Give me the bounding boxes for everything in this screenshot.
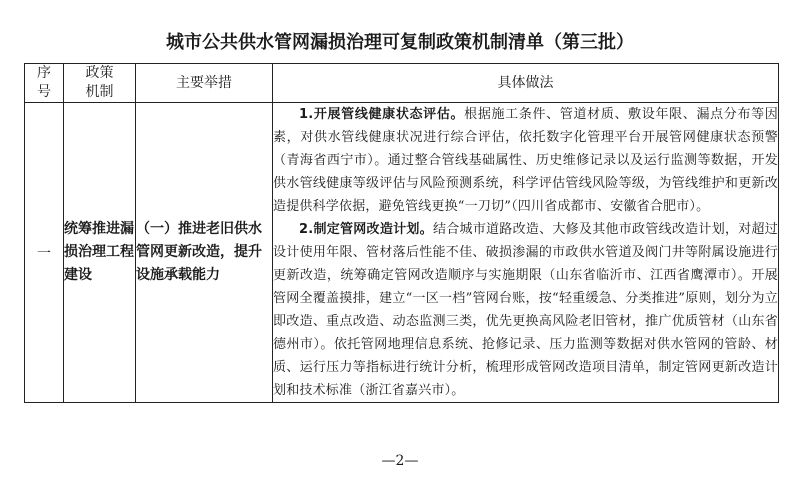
cell-mechanism: 统筹推进漏损治理工程建设: [64, 103, 136, 403]
page-number: —2—: [381, 453, 419, 469]
header-mechanism: [64, 64, 136, 103]
table-header-row: [25, 64, 779, 103]
cell-seq: 一: [25, 103, 64, 403]
header-mechanism-line-1: 政策: [85, 65, 114, 81]
detail-paragraph-1: [273, 103, 778, 218]
cell-measure: （一）推进老旧供水管网更新改造，提升设施承载能力: [136, 103, 273, 403]
header-seq-line-2: 号: [37, 84, 51, 100]
header-detail: 具体做法: [273, 64, 779, 103]
header-measure: 主要举措: [136, 64, 273, 103]
detail-body-1: 根据施工条件、管道材质、敷设年限、漏点分布等因素，对供水管线健康状况进行综合评估，依托数字化管理平台开展管网健康状态预警（青海省西宁市）。通过整合管线基础属性、历史维修记录以及运行监测等数据，开发供水管线健康等级评估与风险预测系统，科学评估管线风险等级，为管线维护和更新改造提供科学依据，避免管线更换“一刀切”（四川省成都市、安徽省合肥市）。: [273, 107, 778, 214]
policy-table: [24, 63, 779, 403]
header-seq-line-1: 序: [37, 65, 51, 81]
header-seq: [25, 64, 64, 103]
detail-heading-1: 1.开展管线健康状态评估。: [299, 107, 465, 122]
page-title: 城市公共供水管网漏损治理可复制政策机制清单（第三批）: [166, 32, 634, 53]
detail-body-2: 结合城市道路改造、大修及其他市政管线改造计划，对超过设计使用年限、管材落后性能不佳、破损渗漏的市政供水管道及阀门井等附属设施进行更新改造，统筹确定管网改造顺序与实施期限（山东省临沂市、江西省鹰潭市）。开展管网全覆盖摸排，建立“一区一档”管网台账，按“轻重缓急、分类推进”原则，划分为立即改造、重点改造、动态监测三类，优先更换高风险老旧管材，推广优质管材（山东省德州市）。依托管网地理信息系统、抢修记录、压力监测等数据对供水管网的管龄、材质、运行压力等指标进行统计分析，梳理形成管网改造项目清单，制定管网更新改造计划和技术标准（浙江省嘉兴市）。: [273, 222, 779, 398]
detail-paragraph-2: [273, 218, 778, 402]
cell-detail: [273, 103, 779, 403]
header-mechanism-line-2: 机制: [85, 84, 114, 100]
detail-heading-2: 2.制定管网改造计划。: [299, 222, 433, 237]
table-row: [25, 103, 779, 403]
